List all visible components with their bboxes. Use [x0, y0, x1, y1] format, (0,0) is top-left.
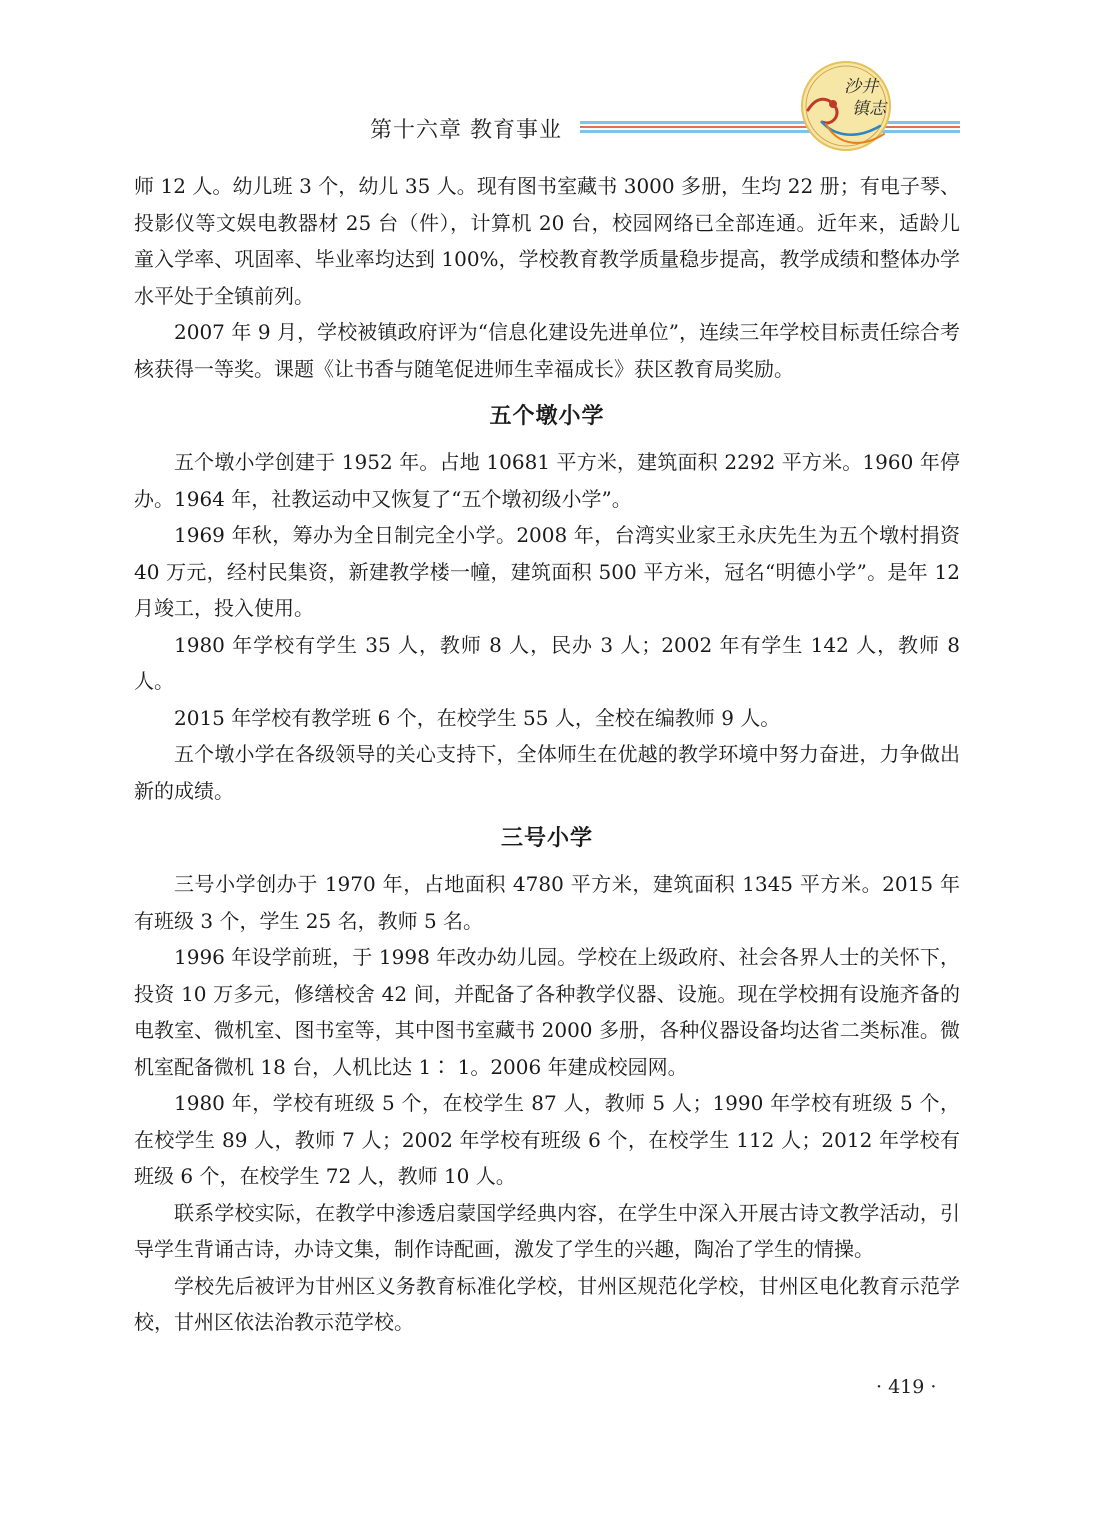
page-content — [134, 168, 960, 1341]
sanhao-paragraph-1: 三号小学创办于 1970 年，占地面积 4780 平方米，建筑面积 1345 平方米。2015 年有班级 3 个，学生 25 名，教师 5 名。 — [134, 872, 960, 933]
header-rule-red — [580, 126, 960, 128]
section-heading-wugedun: 五个墩小学 — [489, 404, 605, 429]
header-rule-blue-top — [580, 121, 960, 124]
section-heading-sanhao: 三号小学 — [500, 826, 593, 851]
intro-paragraph-1: 师 12 人。幼儿班 3 个，幼儿 35 人。现有图书室藏书 3000 多册，生均 22 册；有电子琴、投影仪等文娱电教器材 25 台（件），计算机 20 台，校园网络已全部连通。近年来，适龄儿童入学率、巩固率、毕业率均达到 100%，学校教育教学质量稳步提高，教学成绩和整体办学水平处于全镇前列。 — [134, 174, 960, 308]
page-number: · 419 · — [876, 1376, 937, 1398]
sanhao-paragraph-4: 联系学校实际，在教学中渗透启蒙国学经典内容，在学生中深入开展古诗文教学活动，引导学生背诵古诗，办诗文集，制作诗配画，激发了学生的兴趣，陶冶了学生的情操。 — [134, 1200, 960, 1261]
chapter-title: 第十六章 教育事业 — [370, 118, 562, 143]
wugedun-paragraph-1: 五个墩小学创建于 1952 年。占地 10681 平方米，建筑面积 2292 平方米。1960 年停办。1964 年，社教运动中又恢复了“五个墩初级小学”。 — [134, 450, 960, 511]
wugedun-paragraph-2: 1969 年秋，筹办为全日制完全小学。2008 年，台湾实业家王永庆先生为五个墩村捐资 40 万元，经村民集资，新建教学楼一幢，建筑面积 500 平方米，冠名“明德小学”。是年 12 月竣工，投入使用。 — [134, 523, 960, 620]
intro-paragraph-2: 2007 年 9 月，学校被镇政府评为“信息化建设先进单位”，连续三年学校目标责任综合考核获得一等奖。课题《让书香与随笔促进师生幸福成长》获区教育局奖励。 — [134, 320, 960, 381]
svg-text:镇志: 镇志 — [852, 99, 886, 119]
wugedun-paragraph-4: 2015 年学校有教学班 6 个，在校学生 55 人，全校在编教师 9 人。 — [174, 705, 781, 730]
svg-text:沙井: 沙井 — [844, 77, 878, 97]
town-chronicle-seal-icon — [800, 60, 892, 152]
wugedun-paragraph-5: 五个墩小学在各级领导的关心支持下，全体师生在优越的教学环境中努力奋进，力争做出新的成绩。 — [134, 742, 960, 803]
sanhao-paragraph-3: 1980 年，学校有班级 5 个，在校学生 87 人，教师 5 人；1990 年学校有班级 5 个，在校学生 89 人，教师 7 人；2002 年学校有班级 6 个，在校学生 112 人；2012 年学校有班级 6 个，在校学生 72 人，教师 10 人。 — [134, 1091, 960, 1188]
sanhao-paragraph-5: 学校先后被评为甘州区义务教育标准化学校，甘州区规范化学校，甘州区电化教育示范学校，甘州区依法治教示范学校。 — [134, 1273, 960, 1334]
header-rule-blue-bottom — [580, 130, 960, 133]
sanhao-paragraph-2: 1996 年设学前班，于 1998 年改办幼儿园。学校在上级政府、社会各界人士的关怀下，投资 10 万多元，修缮校舍 42 间，并配备了各种教学仪器、设施。现在学校拥有设施齐备的电教室、微机室、图书室等，其中图书室藏书 2000 多册，各种仪器设备均达省二类标准。微机室配备微机 18 台，人机比达 1∶ 1。2006 年建成校园网。 — [134, 945, 960, 1079]
wugedun-paragraph-3: 1980 年学校有学生 35 人，教师 8 人，民办 3 人；2002 年有学生 142 人，教师 8 人。 — [134, 632, 960, 693]
